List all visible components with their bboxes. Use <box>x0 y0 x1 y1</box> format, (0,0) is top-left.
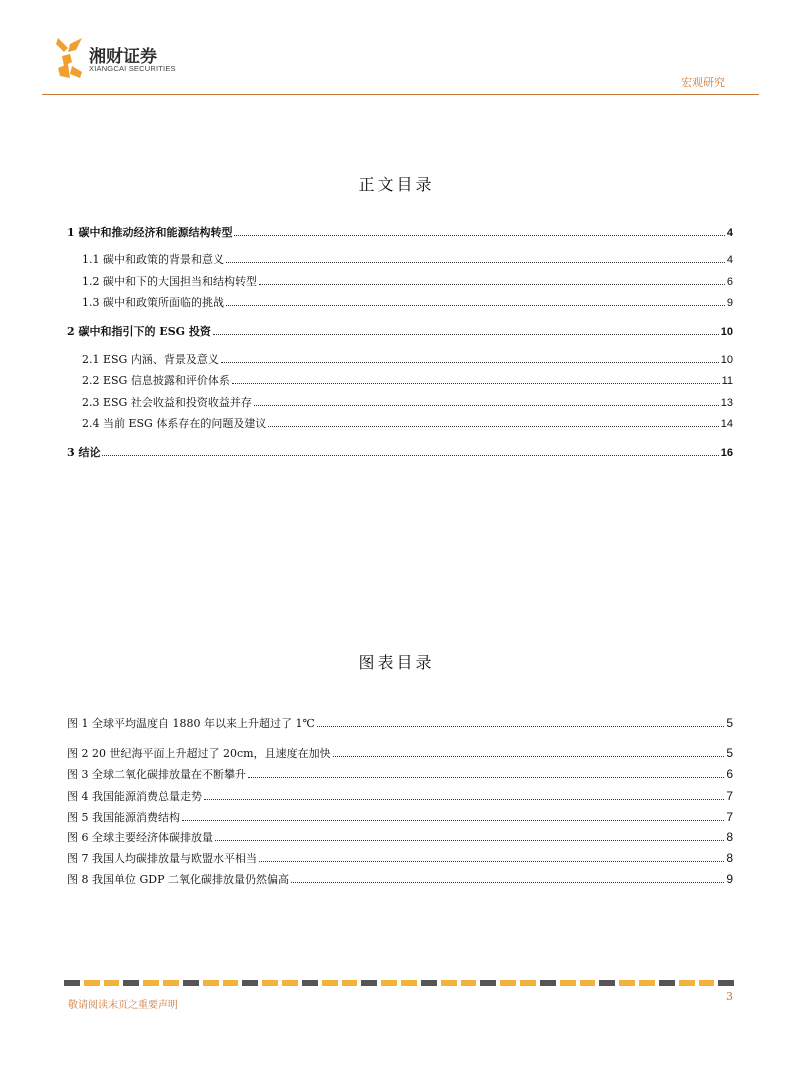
figure-entry-page: 5 <box>726 746 733 760</box>
band-segment <box>599 980 615 986</box>
leader-dots <box>259 860 724 862</box>
toc-entry-label: 1 碳中和推动经济和能源结构转型 <box>67 226 233 239</box>
report-section-tag: 宏观研究 <box>681 76 725 89</box>
figure-entry-label: 图 4 我国能源消费总量走势 <box>67 790 202 803</box>
band-segment <box>659 980 675 986</box>
figure-entry-label: 图 1 全球平均温度自 1880 年以来上升超过了 1℃ <box>67 717 315 730</box>
toc-entry[interactable] <box>67 253 733 267</box>
band-segment <box>163 980 179 986</box>
toc-entry-label: 1.2 碳中和下的大国担当和结构转型 <box>82 275 257 288</box>
toc-entry[interactable] <box>67 296 733 310</box>
figure-entry[interactable] <box>67 851 733 866</box>
toc-entry-label: 1.3 碳中和政策所面临的挑战 <box>82 296 224 309</box>
toc-entry-label: 2.1 ESG 内涵、背景及意义 <box>82 353 219 366</box>
band-segment <box>480 980 496 986</box>
toc-entry-label: 1.1 碳中和政策的背景和意义 <box>82 253 224 266</box>
figure-entry-label: 图 8 我国单位 GDP 二氧化碳排放量仍然偏高 <box>67 873 289 886</box>
band-segment <box>84 980 100 986</box>
toc-entry-label: 2 碳中和指引下的 ESG 投资 <box>67 325 211 338</box>
figure-entry-page: 8 <box>726 851 733 865</box>
toc-entry[interactable] <box>67 446 733 460</box>
figure-entry-page: 5 <box>726 716 733 730</box>
band-segment <box>322 980 338 986</box>
figure-entry[interactable] <box>67 789 733 804</box>
leader-dots <box>291 881 724 883</box>
band-segment <box>718 980 734 986</box>
disclaimer-note: 敬请阅读末页之重要声明 <box>68 1000 178 1011</box>
figure-entry[interactable] <box>67 767 733 782</box>
figure-entry[interactable] <box>67 810 733 825</box>
band-segment <box>381 980 397 986</box>
leader-dots <box>317 725 725 727</box>
band-segment <box>401 980 417 986</box>
band-segment <box>64 980 80 986</box>
band-segment <box>580 980 596 986</box>
band-segment <box>262 980 278 986</box>
figure-entry-label: 图 3 全球二氧化碳排放量在不断攀升 <box>67 768 246 781</box>
toc-entry[interactable] <box>67 374 733 388</box>
toc-entry[interactable] <box>67 417 733 431</box>
toc-entry-page: 10 <box>720 354 733 366</box>
band-segment <box>520 980 536 986</box>
leader-dots <box>232 382 720 384</box>
toc-entry-page: 16 <box>720 447 733 459</box>
band-segment <box>461 980 477 986</box>
band-segment <box>242 980 258 986</box>
toc-entry-label: 3 结论 <box>67 446 101 459</box>
leader-dots <box>268 425 718 427</box>
leader-dots <box>254 404 719 406</box>
toc-entry-page: 9 <box>726 297 733 309</box>
band-segment <box>104 980 120 986</box>
logo-english-name: XIANGCAI SECURITIES <box>89 64 176 73</box>
band-segment <box>361 980 377 986</box>
xiangcai-logo-icon <box>56 38 84 78</box>
toc-entry[interactable] <box>67 353 733 367</box>
figure-entry-label: 图 5 我国能源消费结构 <box>67 811 180 824</box>
figure-entry-page: 8 <box>726 830 733 844</box>
figure-entry[interactable] <box>67 830 733 845</box>
figure-entry[interactable] <box>67 716 733 731</box>
leader-dots <box>102 454 718 456</box>
band-segment <box>421 980 437 986</box>
leader-dots <box>204 798 724 800</box>
toc-title: 正文目录 <box>358 175 435 194</box>
toc-entry[interactable] <box>67 325 733 339</box>
toc-entry[interactable] <box>67 226 733 240</box>
toc-entry-page: 10 <box>720 326 733 338</box>
leader-dots <box>259 283 725 285</box>
leader-dots <box>215 839 724 841</box>
toc-entry[interactable] <box>67 396 733 410</box>
page-number: 3 <box>726 990 733 1003</box>
toc-entry-page: 6 <box>726 276 733 288</box>
band-segment <box>143 980 159 986</box>
figure-entry-page: 7 <box>726 810 733 824</box>
figure-entry-page: 9 <box>726 872 733 886</box>
header-divider <box>42 94 759 95</box>
band-segment <box>560 980 576 986</box>
figure-entry[interactable] <box>67 872 733 887</box>
toc-entry-page: 4 <box>726 254 733 266</box>
toc-entry-page: 11 <box>721 375 733 387</box>
leader-dots <box>234 234 724 236</box>
footer-decorative-band <box>64 980 734 986</box>
figure-entry-label: 图 6 全球主要经济体碳排放量 <box>67 831 213 844</box>
toc-entry-label: 2.2 ESG 信息披露和评价体系 <box>82 374 230 387</box>
band-segment <box>302 980 318 986</box>
figure-entry-label: 图 7 我国人均碳排放量与欧盟水平相当 <box>67 852 257 865</box>
band-segment <box>282 980 298 986</box>
band-segment <box>183 980 199 986</box>
figure-entry-page: 7 <box>726 789 733 803</box>
toc-entry-label: 2.4 当前 ESG 体系存在的问题及建议 <box>82 417 267 430</box>
toc-entry-page: 4 <box>726 227 733 239</box>
band-segment <box>619 980 635 986</box>
leader-dots <box>226 304 725 306</box>
leader-dots <box>248 776 724 778</box>
band-segment <box>203 980 219 986</box>
band-segment <box>639 980 655 986</box>
figure-entry-page: 6 <box>726 767 733 781</box>
leader-dots <box>213 333 719 335</box>
toc-entry[interactable] <box>67 275 733 289</box>
leader-dots <box>226 261 725 263</box>
leader-dots <box>221 361 719 363</box>
logo-chinese-name: 湘财证券 <box>89 47 157 67</box>
figure-list-title: 图表目录 <box>358 653 435 672</box>
figure-entry-label: 图 2 20 世纪海平面上升超过了 20cm，且速度在加快 <box>67 747 331 760</box>
toc-entry-page: 14 <box>720 418 733 430</box>
leader-dots <box>333 755 725 757</box>
figure-entry[interactable] <box>67 746 733 761</box>
band-segment <box>679 980 695 986</box>
band-segment <box>699 980 715 986</box>
band-segment <box>540 980 556 986</box>
band-segment <box>342 980 358 986</box>
leader-dots <box>182 819 724 821</box>
toc-entry-label: 2.3 ESG 社会收益和投资收益并存 <box>82 396 252 409</box>
band-segment <box>223 980 239 986</box>
band-segment <box>441 980 457 986</box>
band-segment <box>123 980 139 986</box>
toc-entry-page: 13 <box>720 397 733 409</box>
band-segment <box>500 980 516 986</box>
